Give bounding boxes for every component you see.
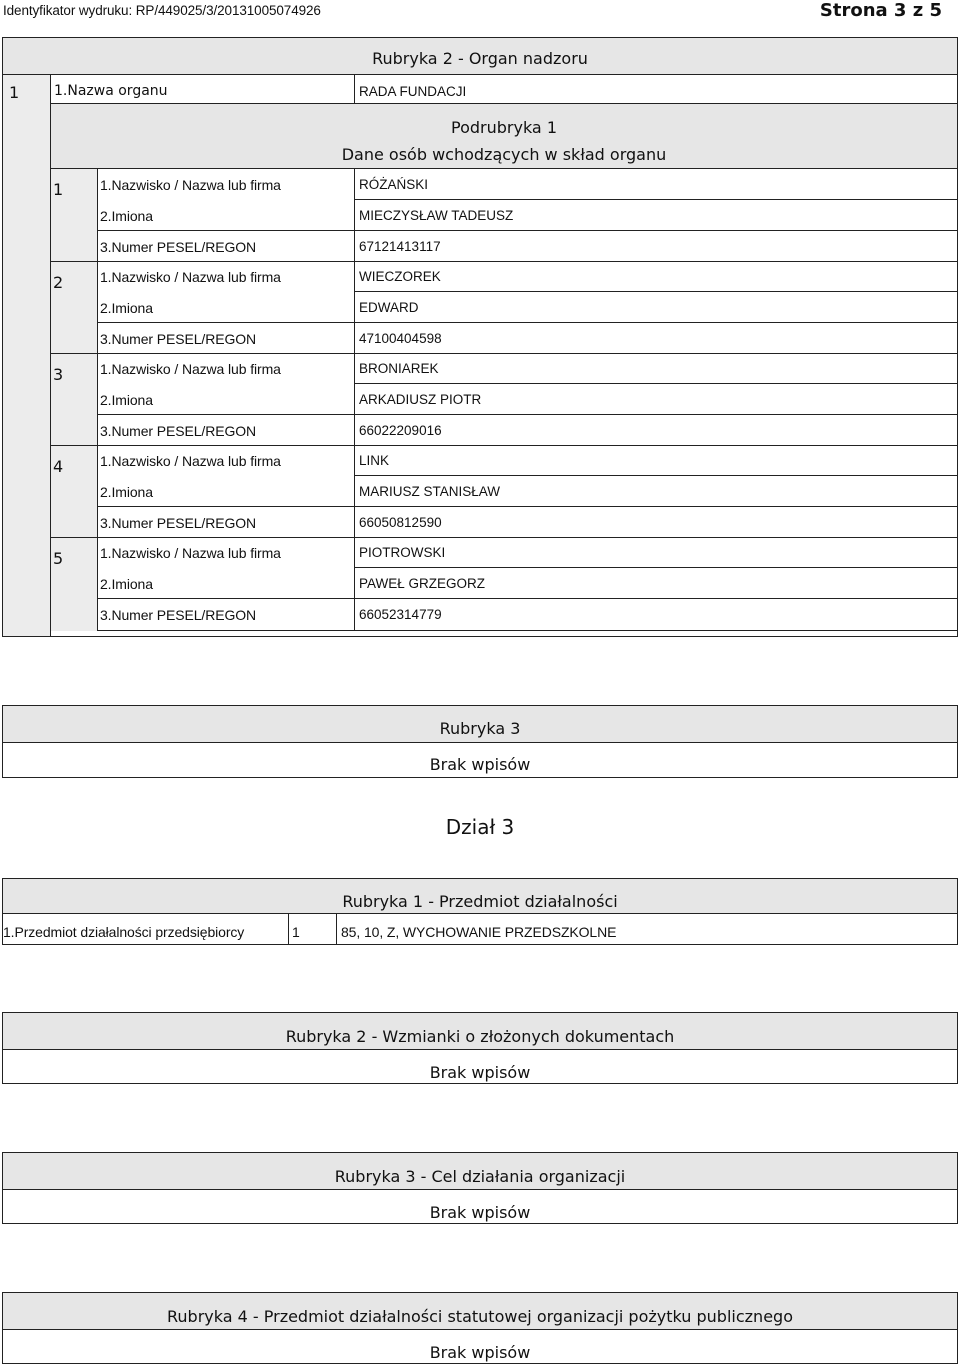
pesel-value: 47100404598 [359, 331, 442, 346]
nazwisko-value: PIOTROWSKI [359, 545, 446, 560]
print-identifier: Identyfikator wydruku: RP/449025/3/20131005074926 [3, 3, 321, 18]
nazwisko-label: 1.Nazwisko / Nazwa lub firma [100, 177, 281, 193]
rubryka-3-title: Rubryka 3 [439, 719, 521, 738]
podrubryka-title: Podrubryka 1 [451, 118, 557, 137]
dzial-3-rubryka-2 [2, 1012, 958, 1084]
nazwisko-label: 1.Nazwisko / Nazwa lub firma [100, 545, 281, 561]
rubryka-1-title: Rubryka 1 - Przedmiot działalności [342, 892, 618, 911]
organ-name-value: RADA FUNDACJI [359, 84, 467, 99]
pesel-value: 66052314779 [359, 607, 442, 622]
rubryka-4-empty: Brak wpisów [429, 1343, 531, 1362]
imiona-value: ARKADIUSZ PIOTR [359, 392, 482, 407]
przedmiot-value: 85, 10, Z, WYCHOWANIE PRZEDSZKOLNE [341, 924, 617, 940]
page-number: Strona 3 z 5 [819, 0, 942, 21]
imiona-value: MIECZYSŁAW TADEUSZ [359, 208, 514, 223]
nazwisko-value: LINK [359, 453, 390, 468]
pesel-label: 3.Numer PESEL/REGON [100, 331, 257, 347]
person-index: 4 [53, 457, 64, 476]
pesel-label: 3.Numer PESEL/REGON [100, 607, 257, 623]
imiona-value: PAWEŁ GRZEGORZ [359, 576, 486, 591]
rubryka-3-cel-title: Rubryka 3 - Cel działania organizacji [334, 1167, 626, 1186]
nazwisko-value: RÓŻAŃSKI [359, 177, 429, 192]
rubryka-3-empty: Brak wpisów [429, 755, 531, 774]
rubryka-3-section [2, 705, 958, 778]
person-index: 3 [53, 365, 64, 384]
rubryka-2-organ-nadzoru [2, 37, 958, 637]
przedmiot-label: 1.Przedmiot działalności przedsiębiorcy [3, 924, 245, 940]
person-list [2, 37, 958, 637]
imiona-label: 2.Imiona [100, 300, 153, 316]
rubryka-4-title: Rubryka 4 - Przedmiot działalności statutowej organizacji pożytku publicznego [167, 1307, 793, 1326]
nazwisko-value: BRONIAREK [359, 361, 439, 376]
dzial-3-rubryka-3 [2, 1152, 958, 1224]
nazwisko-label: 1.Nazwisko / Nazwa lub firma [100, 361, 281, 377]
imiona-label: 2.Imiona [100, 208, 153, 224]
imiona-label: 2.Imiona [100, 392, 153, 408]
nazwisko-label: 1.Nazwisko / Nazwa lub firma [100, 453, 281, 469]
przedmiot-index: 1 [292, 924, 300, 940]
nazwisko-label: 1.Nazwisko / Nazwa lub firma [100, 269, 281, 285]
nazwisko-value: WIECZOREK [359, 269, 441, 284]
rubryka-2-wzmianki-title: Rubryka 2 - Wzmianki o złożonych dokumentach [285, 1027, 675, 1046]
dzial-3-rubryka-1 [2, 878, 958, 945]
person-index: 2 [53, 273, 64, 292]
pesel-label: 3.Numer PESEL/REGON [100, 515, 257, 531]
organ-name-label: 1.Nazwa organu [54, 83, 168, 99]
imiona-value: EDWARD [359, 300, 419, 315]
person-index: 5 [53, 549, 64, 568]
podrubryka-subtitle: Dane osób wchodzących w skład organu [341, 145, 667, 164]
dzial-3-title: Dział 3 [445, 815, 515, 839]
rubryka-3-cel-empty: Brak wpisów [429, 1203, 531, 1222]
rubryka-2-wzmianki-empty: Brak wpisów [429, 1063, 531, 1082]
dzial-3-rubryka-4 [2, 1292, 958, 1364]
imiona-label: 2.Imiona [100, 576, 153, 592]
pesel-value: 67121413117 [359, 239, 441, 254]
imiona-label: 2.Imiona [100, 484, 153, 500]
rubryka-2-title: Rubryka 2 - Organ nadzoru [372, 49, 588, 68]
organ-index: 1 [9, 83, 20, 102]
pesel-label: 3.Numer PESEL/REGON [100, 239, 257, 255]
person-index: 1 [53, 180, 64, 199]
pesel-label: 3.Numer PESEL/REGON [100, 423, 257, 439]
pesel-value: 66022209016 [359, 423, 442, 438]
pesel-value: 66050812590 [359, 515, 442, 530]
imiona-value: MARIUSZ STANISŁAW [359, 484, 501, 499]
